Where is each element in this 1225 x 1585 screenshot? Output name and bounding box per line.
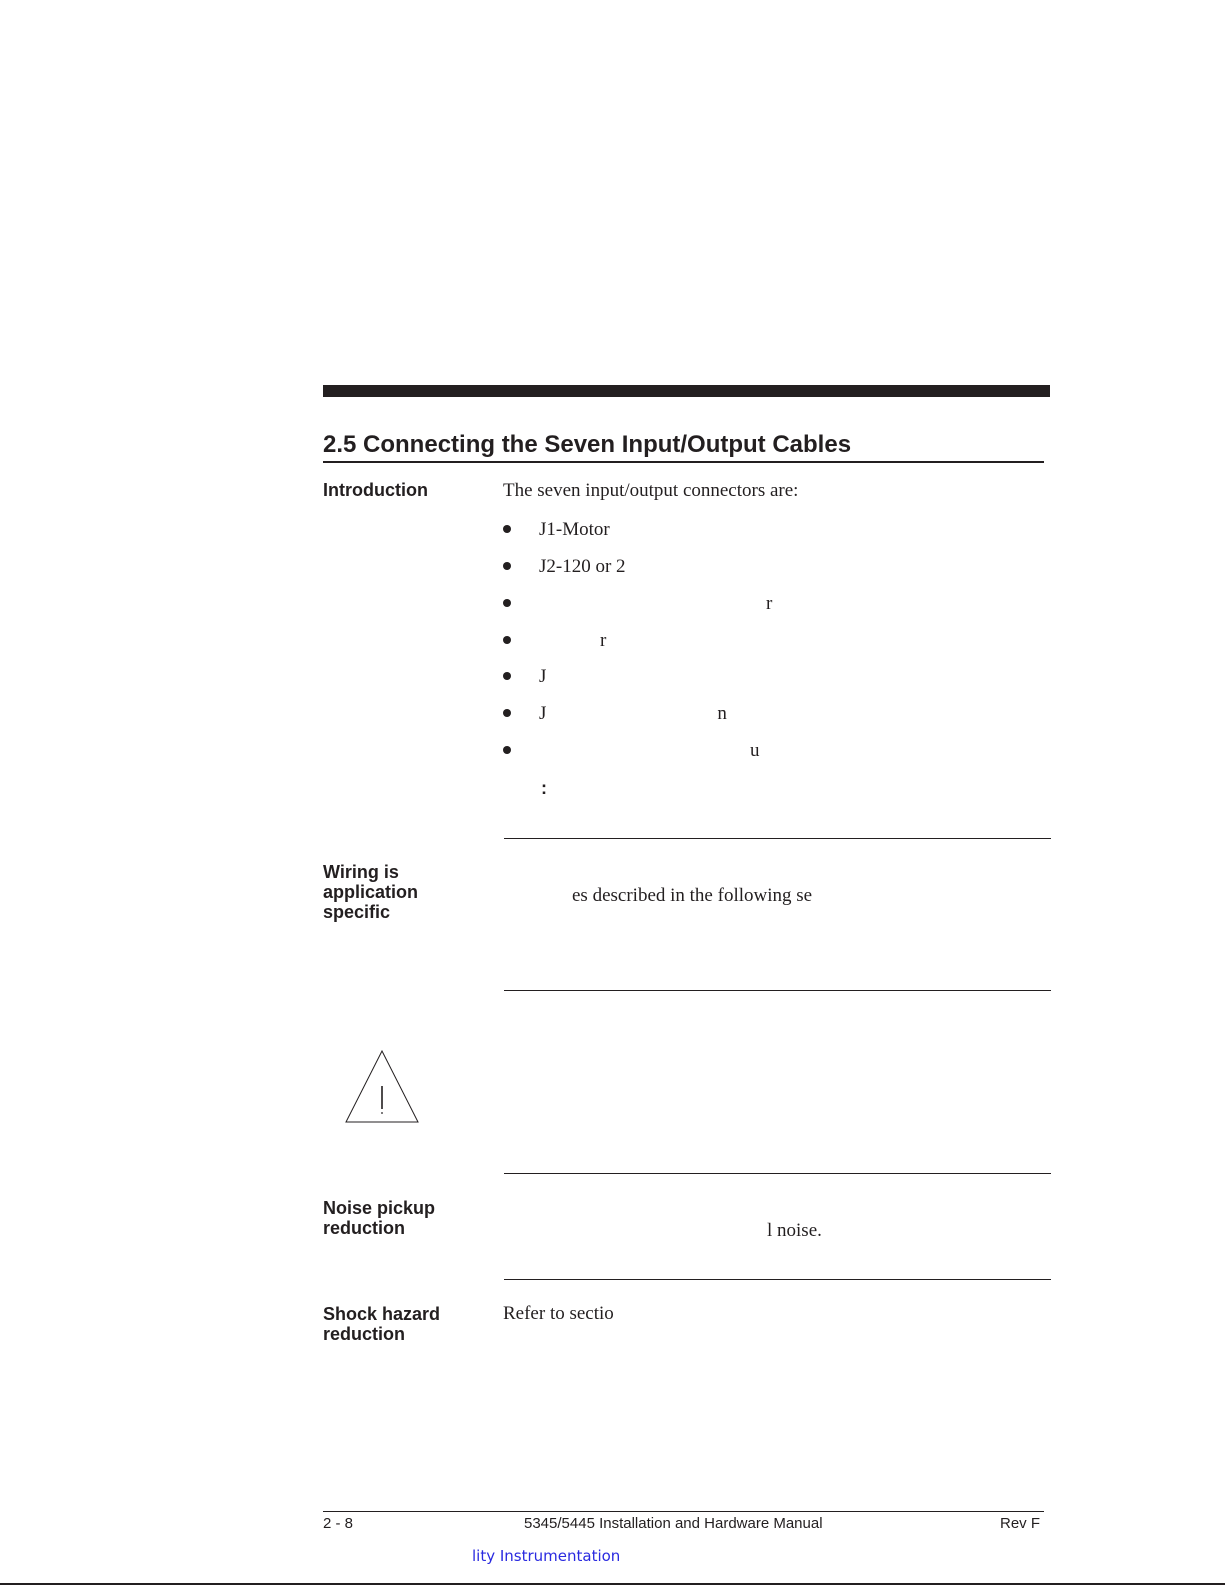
- list-item: [503, 702, 1043, 726]
- bullet-icon: [503, 709, 511, 717]
- bullet-icon: [503, 599, 511, 607]
- list-item: [503, 665, 1043, 689]
- shock-text: Refer to sectio: [503, 1303, 614, 1324]
- section-divider: [504, 1173, 1051, 1174]
- section-top-bar: [323, 385, 1050, 397]
- list-item: [503, 592, 1043, 616]
- noise-text: l noise.: [767, 1220, 822, 1241]
- list-item-text: u: [750, 740, 760, 761]
- footer-page-number: 2 - 8: [323, 1515, 354, 1532]
- bullet-icon: [503, 636, 511, 644]
- intro-lead-text: The seven input/output connectors are:: [503, 480, 799, 501]
- list-item-text: J: [539, 666, 547, 687]
- shock-label: Shock hazard reduction: [323, 1304, 441, 1344]
- section-divider: [504, 990, 1051, 991]
- note-colon: :: [541, 778, 547, 798]
- bullet-icon: [503, 562, 511, 570]
- watermark-link[interactable]: lity Instrumentation: [472, 1547, 621, 1565]
- footer-manual-title: 5345/5445 Installation and Hardware Manual: [524, 1515, 823, 1532]
- bullet-icon: [503, 672, 511, 680]
- list-item: [503, 518, 1043, 542]
- section-divider: [504, 838, 1051, 839]
- footer-revision: Rev F: [1000, 1515, 1041, 1532]
- title-rule: [323, 461, 1044, 463]
- section-divider: [504, 1279, 1051, 1280]
- list-item-text: r: [600, 630, 607, 651]
- warning-triangle-icon: [344, 1049, 420, 1130]
- list-item-text: J2-120 or 2: [539, 556, 626, 577]
- list-item: [503, 555, 1043, 579]
- bullet-icon: [503, 525, 511, 533]
- footer-rule: [323, 1511, 1044, 1512]
- section-title: 2.5 Connecting the Seven Input/Output Cables: [323, 431, 852, 458]
- noise-label: Noise pickup reduction: [323, 1198, 436, 1238]
- list-item: [503, 629, 1043, 653]
- list-item: [503, 739, 1043, 763]
- list-item-text: J n: [539, 703, 727, 724]
- list-item-text: r: [766, 593, 773, 614]
- list-item-text: J1-Motor: [539, 519, 610, 540]
- wiring-label: Wiring is application specific: [323, 862, 419, 922]
- wiring-text: es described in the following se: [572, 885, 813, 906]
- bullet-icon: [503, 746, 511, 754]
- introduction-label: Introduction: [323, 480, 428, 500]
